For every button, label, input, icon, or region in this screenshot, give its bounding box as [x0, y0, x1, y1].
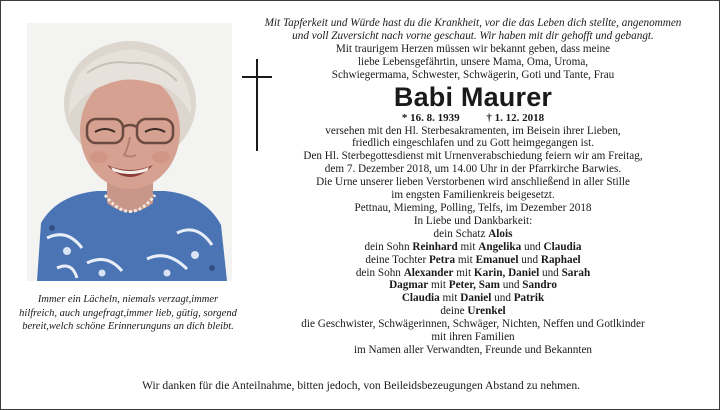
intro-line: und voll Zuversicht nach vorne geschaut. Wir haben mit dir gehofft und gebangt. [292, 29, 654, 42]
announcement-line: Schwiegermama, Schwester, Schwägerin, Goti und Tante, Frau [331, 68, 615, 81]
mourner-relation: und [499, 279, 523, 292]
mourner-name: Claudia [401, 292, 440, 305]
mourner-name: Raphael [540, 253, 581, 266]
mourner-name: Alexander [403, 266, 454, 279]
service-details [253, 125, 693, 228]
life-dates [253, 112, 693, 125]
service-line: Pettnau, Mieming, Polling, Telfs, im Dezember 2018 [354, 201, 592, 214]
mourner-line [253, 279, 693, 292]
intro-line: Mit Tapferkeit und Würde hast du die Krankheit, vor die das Leben dich stellte, angenommen [264, 17, 682, 29]
mourner-name: Reinhard [412, 240, 458, 253]
mourner-name: Peter, Sam [448, 279, 500, 292]
mourner-relation: und [518, 253, 541, 266]
mourner-name: Sandro [522, 279, 557, 292]
closing-line: im Namen aller Verwandten, Freunde und Bekannten [353, 343, 593, 356]
mourner-name: Daniel [460, 292, 492, 305]
mourner-relation: dein Sohn [355, 266, 404, 279]
service-line: friedlich eingeschlafen und zu Gott heimgegangen ist. [351, 137, 594, 150]
mourner-name: Karin, Daniel [473, 266, 540, 279]
mourner-line [253, 292, 693, 305]
announcement-line: Mit traurigem Herzen müssen wir bekannt geben, dass meine [335, 42, 611, 55]
mourner-relation: deine Tochter [365, 253, 429, 266]
mourners-list [253, 228, 693, 318]
mourner-relation: mit [455, 253, 476, 266]
mourner-line [253, 241, 693, 254]
verse-line: Immer ein Lächeln, niemals verzagt, [37, 294, 192, 305]
mourner-relation: dein Schatz [433, 227, 489, 240]
closing-line: mit ihren Familien [431, 331, 515, 344]
birth-date: * 16. 8. 1939 [401, 111, 460, 124]
verse-line: welch schöne Erinnerung [48, 321, 157, 333]
service-line: dem 7. Dezember 2018, um 14.00 Uhr in der Pfarrkirche Barwies. [324, 163, 622, 176]
mourner-name: Patrik [513, 292, 545, 305]
mourner-name: Petra [428, 253, 456, 266]
service-line: Den Hl. Sterbegottesdienst mit Urnenverabschiedung feiern wir am Freitag, [303, 150, 643, 163]
mourner-relation: mit [428, 279, 449, 292]
verse-line: immer hilfreich, auch ungefragt, [19, 294, 219, 319]
mourner-name: Dagmar [389, 279, 429, 292]
mourner-relation: mit [457, 240, 479, 253]
mourner-relation: und [539, 266, 562, 279]
verse-line: uns an dich bleibt. [156, 321, 234, 333]
intro-verse [253, 17, 693, 43]
main-text [253, 17, 693, 357]
mourner-relation: mit [439, 292, 461, 305]
footer-note: Wir danken für die Anteilnahme, bitten jedoch, von Beileidsbezeugungen Abstand zu nehmen. [141, 379, 581, 392]
mourner-line [253, 305, 693, 318]
service-line: In Liebe und Dankbarkeit: [413, 214, 533, 227]
service-line: im engsten Familienkreis beigesetzt. [391, 189, 555, 202]
mourner-name: Alois [488, 227, 513, 240]
mourner-name: Emanuel [475, 253, 519, 266]
mourner-name: Claudia [543, 240, 582, 253]
deceased-name: Babi Maurer [393, 81, 553, 112]
announcement-line: liebe Lebensgefährtin, unsere Mama, Oma, Uroma, [357, 55, 589, 68]
mourner-name: Urenkel [467, 305, 506, 318]
closing-lines [253, 318, 693, 357]
mourner-relation: und [521, 240, 544, 253]
verse-line: immer lieb, gütig, sorgend bereit, [22, 307, 237, 333]
mourner-relation: dein Sohn [364, 240, 413, 253]
portrait-photo [27, 23, 232, 281]
mourner-name: Sarah [561, 266, 591, 279]
closing-line: die Geschwister, Schwägerinnen, Schwäger, Nichten, Neffen und Gotlkinder [301, 318, 645, 331]
mourner-line [253, 228, 693, 241]
mourner-line [253, 254, 693, 267]
mourner-relation: und [491, 292, 514, 305]
portrait-image [27, 23, 232, 281]
mourner-relation: mit [453, 266, 474, 279]
service-line: Die Urne unserer lieben Verstorbenen wird anschließend in aller Stille [316, 176, 630, 189]
mourner-relation: deine [440, 305, 468, 318]
mourner-name: Angelika [478, 240, 522, 253]
death-date: † 1. 12. 2018 [486, 111, 545, 124]
announcement [253, 43, 693, 82]
mourner-line [253, 267, 693, 280]
memorial-verse [19, 293, 237, 334]
service-line: versehen mit den Hl. Sterbesakramenten, im Beisein ihrer Lieben, [325, 124, 621, 137]
